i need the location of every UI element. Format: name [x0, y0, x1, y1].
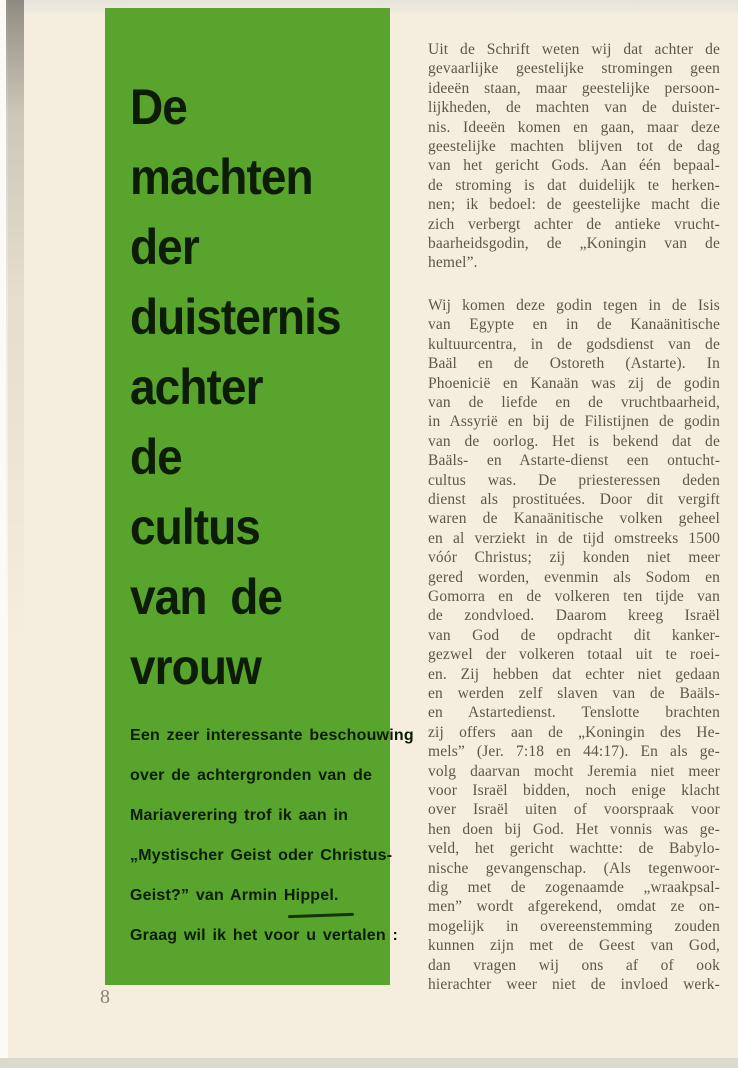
body-text-line: zich verbergt achter de antieke vrucht-	[428, 215, 720, 233]
body-text-line: nen; ik bedoel: de geestelijke macht die	[428, 196, 720, 214]
article-headline	[130, 72, 406, 702]
body-text-line: van Egypte en in de Kanaänitische	[428, 316, 720, 334]
article-intro-text	[130, 716, 414, 956]
intro-line: „Mystischer Geist oder Christus-	[130, 847, 393, 864]
green-title-panel	[105, 8, 414, 985]
body-text-line: dan vragen wij ons af of ook	[428, 956, 720, 974]
body-text-line: en al verziekt in de tijd omstreeks 1500	[428, 529, 720, 547]
paragraph	[428, 40, 720, 273]
body-text-line: over Israël uiten of voorspraak voor	[428, 801, 720, 819]
headline-line: De	[130, 79, 187, 135]
intro-line: Geist?” van Armin Hippel.	[130, 887, 339, 904]
body-text-line: in Assyrië en bij de Filistijnen de godin	[428, 413, 720, 431]
intro-line: Graag wil ik het voor u vertalen :	[130, 927, 398, 944]
body-text-line: veld, het gericht wachtte: de Babylo-	[428, 840, 720, 858]
headline-line: vrouw	[130, 639, 261, 695]
body-text-line: gezwel der volkeren totaal uit te roei-	[428, 646, 720, 664]
body-text-line: en. Zij hebben dat echter niet gedaan	[428, 665, 720, 683]
body-text-line: en Astartedienst. Tenslotte brachten	[428, 704, 720, 722]
body-text-line: hemel”.	[428, 254, 478, 272]
body-text-line: de stroming is dat duidelijk te herken-	[428, 176, 720, 194]
body-text-line: baarheidsgodin, de „Koningin van de	[428, 235, 720, 253]
body-text-line: mels” (Jer. 7:18 en 44:17). En als ge-	[428, 743, 720, 761]
body-text-line: van de oorlog. Het is bekend dat de	[428, 432, 720, 450]
intro-line: over de achtergronden van de	[130, 767, 373, 784]
body-text-line: van het gericht Gods. Aan één bepaal-	[428, 157, 720, 175]
body-text-line: dig met de zogenaamde „wraakpsal-	[428, 879, 720, 897]
body-text-line: cultus was. De priesteressen deden	[428, 471, 720, 489]
body-text-line: nis. Ideeën komen en gaan, maar deze	[428, 118, 720, 136]
scan-edge-bottom	[0, 1058, 738, 1068]
body-text-line: ideeën staan, maar geestelijke persoon-	[428, 79, 720, 97]
body-text-line: hierachter weer niet de invloed werk-	[428, 976, 720, 994]
body-text-line: en werden zelf slaven van de Baäls-	[428, 685, 720, 702]
intro-line: Een zeer interessante beschouwing	[130, 727, 414, 744]
body-text-line: men” wordt afgerekend, omdat ze on-	[428, 898, 720, 916]
headline-line: achter	[130, 359, 263, 415]
body-text-line: de zondvloed. Daarom kreeg Israël	[428, 607, 720, 625]
body-text-line: kultuurcentra, in de godsdienst van de	[428, 335, 720, 353]
headline-line: de	[130, 429, 182, 485]
body-text-line: Wij komen deze godin tegen in de Isis	[428, 296, 720, 314]
page-number: 8	[100, 986, 110, 1008]
body-text-line: Baäls- en Astarte-dienst een ontucht-	[428, 452, 720, 470]
body-text-line: vóór Christus; zij konden niet meer	[428, 549, 720, 567]
paragraph	[428, 296, 720, 995]
article-body-column	[428, 40, 720, 1018]
body-text-line: geestelijke machten blijven tot de dag	[428, 138, 720, 156]
body-text-line: kunnen zijn met de Geest van God,	[428, 937, 720, 955]
intro-line: Mariaverering trof ik aan in	[130, 807, 349, 824]
body-text-line: gevaarlijke geestelijke stromingen geen	[428, 60, 720, 78]
headline-line: van de	[130, 569, 283, 625]
body-text-line: lijkheden, de machten van de duister-	[428, 99, 720, 117]
body-text-line: Phoenicië en Kanaän was zij de godin	[428, 374, 720, 392]
body-text-line: waren de Kanaänitische volken geheel	[428, 510, 720, 528]
body-text-line: hen doen bij God. Het vonnis was ge-	[428, 820, 720, 838]
headline-line: cultus	[130, 499, 260, 555]
body-text-line: mogelijk in overeenstemming zouden	[428, 917, 720, 935]
body-text-line: Baäl en de Ostoreth (Astarte). In	[428, 355, 720, 373]
headline-line: machten	[130, 149, 313, 205]
body-text-line: zij offers aan de „Koningin des He-	[428, 723, 720, 741]
scan-shadow-left	[6, 0, 24, 640]
body-text-line: Gomorra en de volkeren ten tijde van	[428, 587, 720, 605]
body-text-line: voor Israël bidden, noch enige klacht	[428, 782, 720, 800]
body-text-line: dienst als prostituées. Door dit vergift	[428, 490, 720, 508]
headline-line: duisternis	[130, 289, 341, 345]
body-text-line: volg daarvan mocht Jeremia niet meer	[428, 762, 720, 780]
body-text-line: van de liefde en de vruchtbaarheid,	[428, 393, 720, 411]
body-text-line: Uit de Schrift weten wij dat achter de	[428, 41, 720, 58]
body-text-line: van God de opdracht dit kanker-	[428, 626, 720, 644]
body-text-line: gered worden, evenmin als Sodom en	[428, 568, 720, 586]
headline-line: der	[130, 219, 199, 275]
body-text-line: nische gevangenschap. (Als tegenwoor-	[428, 859, 720, 877]
